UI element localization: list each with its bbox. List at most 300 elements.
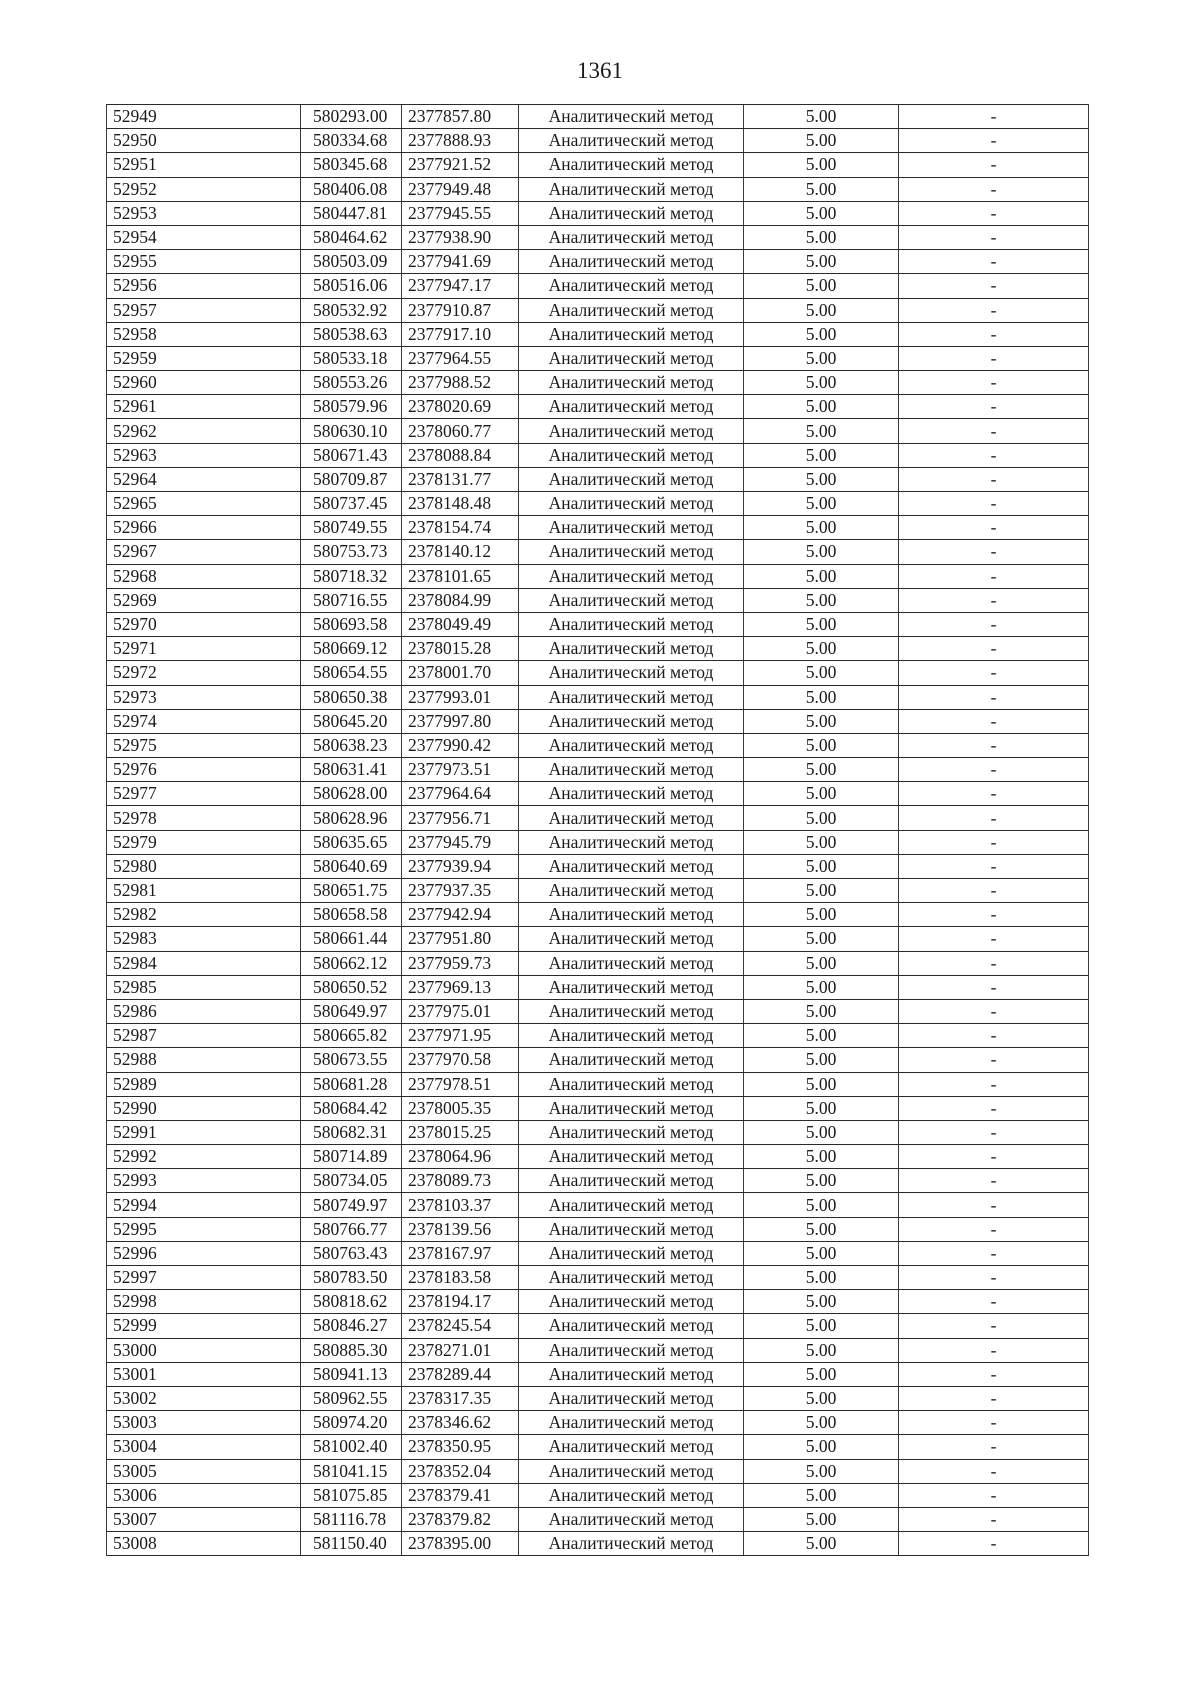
method-cell: Аналитический метод <box>519 1096 744 1120</box>
table-row <box>107 298 1089 322</box>
method-cell: Аналитический метод <box>519 1435 744 1459</box>
accuracy-cell: 5.00 <box>744 1314 899 1338</box>
method-cell: Аналитический метод <box>519 129 744 153</box>
table-row <box>107 1338 1089 1362</box>
x-coordinate-cell: 580818.62 <box>301 1290 402 1314</box>
note-cell: - <box>899 1532 1089 1556</box>
method-cell: Аналитический метод <box>519 758 744 782</box>
table-row <box>107 927 1089 951</box>
point-number-cell: 52964 <box>107 467 301 491</box>
accuracy-cell: 5.00 <box>744 1120 899 1144</box>
table-row <box>107 1290 1089 1314</box>
table-row <box>107 346 1089 370</box>
point-number-cell: 52954 <box>107 225 301 249</box>
note-cell: - <box>899 1459 1089 1483</box>
y-coordinate-cell: 2378049.49 <box>402 612 519 636</box>
page-number: 1361 <box>577 58 623 83</box>
accuracy-cell: 5.00 <box>744 1266 899 1290</box>
accuracy-cell: 5.00 <box>744 1338 899 1362</box>
method-cell: Аналитический метод <box>519 1266 744 1290</box>
method-cell: Аналитический метод <box>519 1145 744 1169</box>
table-row <box>107 999 1089 1023</box>
method-cell: Аналитический метод <box>519 1072 744 1096</box>
x-coordinate-cell: 580293.00 <box>301 105 402 129</box>
note-cell: - <box>899 806 1089 830</box>
point-number-cell: 52984 <box>107 951 301 975</box>
method-cell: Аналитический метод <box>519 201 744 225</box>
table-row <box>107 540 1089 564</box>
x-coordinate-cell: 580737.45 <box>301 492 402 516</box>
note-cell: - <box>899 661 1089 685</box>
table-row <box>107 612 1089 636</box>
note-cell: - <box>899 153 1089 177</box>
x-coordinate-cell: 580538.63 <box>301 322 402 346</box>
y-coordinate-cell: 2377937.35 <box>402 879 519 903</box>
method-cell: Аналитический метод <box>519 346 744 370</box>
point-number-cell: 52972 <box>107 661 301 685</box>
note-cell: - <box>899 1169 1089 1193</box>
table-row <box>107 1241 1089 1265</box>
accuracy-cell: 5.00 <box>744 879 899 903</box>
method-cell: Аналитический метод <box>519 806 744 830</box>
table-row <box>107 1386 1089 1410</box>
accuracy-cell: 5.00 <box>744 322 899 346</box>
method-cell: Аналитический метод <box>519 1411 744 1435</box>
point-number-cell: 53007 <box>107 1507 301 1531</box>
point-number-cell: 53003 <box>107 1411 301 1435</box>
x-coordinate-cell: 580533.18 <box>301 346 402 370</box>
accuracy-cell: 5.00 <box>744 250 899 274</box>
x-coordinate-cell: 580962.55 <box>301 1386 402 1410</box>
note-cell: - <box>899 1411 1089 1435</box>
y-coordinate-cell: 2377990.42 <box>402 733 519 757</box>
accuracy-cell: 5.00 <box>744 1386 899 1410</box>
accuracy-cell: 5.00 <box>744 588 899 612</box>
y-coordinate-cell: 2377949.48 <box>402 177 519 201</box>
accuracy-cell: 5.00 <box>744 395 899 419</box>
method-cell: Аналитический метод <box>519 637 744 661</box>
note-cell: - <box>899 1266 1089 1290</box>
method-cell: Аналитический метод <box>519 1338 744 1362</box>
accuracy-cell: 5.00 <box>744 685 899 709</box>
method-cell: Аналитический метод <box>519 661 744 685</box>
note-cell: - <box>899 975 1089 999</box>
point-number-cell: 52988 <box>107 1048 301 1072</box>
accuracy-cell: 5.00 <box>744 1435 899 1459</box>
x-coordinate-cell: 580718.32 <box>301 564 402 588</box>
accuracy-cell: 5.00 <box>744 153 899 177</box>
table-row <box>107 830 1089 854</box>
accuracy-cell: 5.00 <box>744 177 899 201</box>
y-coordinate-cell: 2378379.41 <box>402 1483 519 1507</box>
note-cell: - <box>899 225 1089 249</box>
note-cell: - <box>899 201 1089 225</box>
x-coordinate-cell: 580661.44 <box>301 927 402 951</box>
accuracy-cell: 5.00 <box>744 1072 899 1096</box>
accuracy-cell: 5.00 <box>744 492 899 516</box>
x-coordinate-cell: 581041.15 <box>301 1459 402 1483</box>
y-coordinate-cell: 2378020.69 <box>402 395 519 419</box>
x-coordinate-cell: 580709.87 <box>301 467 402 491</box>
accuracy-cell: 5.00 <box>744 201 899 225</box>
note-cell: - <box>899 467 1089 491</box>
note-cell: - <box>899 685 1089 709</box>
table-row <box>107 274 1089 298</box>
y-coordinate-cell: 2378131.77 <box>402 467 519 491</box>
point-number-cell: 52991 <box>107 1120 301 1144</box>
y-coordinate-cell: 2377973.51 <box>402 758 519 782</box>
point-number-cell: 52960 <box>107 371 301 395</box>
x-coordinate-cell: 580650.38 <box>301 685 402 709</box>
method-cell: Аналитический метод <box>519 782 744 806</box>
x-coordinate-cell: 580658.58 <box>301 903 402 927</box>
accuracy-cell: 5.00 <box>744 467 899 491</box>
point-number-cell: 52975 <box>107 733 301 757</box>
method-cell: Аналитический метод <box>519 830 744 854</box>
table-row <box>107 758 1089 782</box>
point-number-cell: 52971 <box>107 637 301 661</box>
accuracy-cell: 5.00 <box>744 1532 899 1556</box>
y-coordinate-cell: 2378015.25 <box>402 1120 519 1144</box>
note-cell: - <box>899 177 1089 201</box>
accuracy-cell: 5.00 <box>744 1169 899 1193</box>
method-cell: Аналитический метод <box>519 492 744 516</box>
accuracy-cell: 5.00 <box>744 105 899 129</box>
point-number-cell: 52952 <box>107 177 301 201</box>
y-coordinate-cell: 2377997.80 <box>402 709 519 733</box>
y-coordinate-cell: 2378317.35 <box>402 1386 519 1410</box>
method-cell: Аналитический метод <box>519 371 744 395</box>
accuracy-cell: 5.00 <box>744 806 899 830</box>
method-cell: Аналитический метод <box>519 999 744 1023</box>
point-number-cell: 52979 <box>107 830 301 854</box>
x-coordinate-cell: 580631.41 <box>301 758 402 782</box>
accuracy-cell: 5.00 <box>744 419 899 443</box>
note-cell: - <box>899 1314 1089 1338</box>
y-coordinate-cell: 2378064.96 <box>402 1145 519 1169</box>
x-coordinate-cell: 580553.26 <box>301 371 402 395</box>
x-coordinate-cell: 580749.55 <box>301 516 402 540</box>
table-row <box>107 1411 1089 1435</box>
note-cell: - <box>899 274 1089 298</box>
method-cell: Аналитический метод <box>519 395 744 419</box>
table-row <box>107 516 1089 540</box>
accuracy-cell: 5.00 <box>744 1048 899 1072</box>
point-number-cell: 52996 <box>107 1241 301 1265</box>
point-number-cell: 52995 <box>107 1217 301 1241</box>
x-coordinate-cell: 580628.96 <box>301 806 402 830</box>
y-coordinate-cell: 2377941.69 <box>402 250 519 274</box>
note-cell: - <box>899 1241 1089 1265</box>
x-coordinate-cell: 581116.78 <box>301 1507 402 1531</box>
method-cell: Аналитический метод <box>519 250 744 274</box>
table-row <box>107 250 1089 274</box>
note-cell: - <box>899 1362 1089 1386</box>
table-row <box>107 951 1089 975</box>
x-coordinate-cell: 580640.69 <box>301 854 402 878</box>
accuracy-cell: 5.00 <box>744 830 899 854</box>
point-number-cell: 52950 <box>107 129 301 153</box>
accuracy-cell: 5.00 <box>744 1483 899 1507</box>
y-coordinate-cell: 2377921.52 <box>402 153 519 177</box>
table-row <box>107 1072 1089 1096</box>
y-coordinate-cell: 2378140.12 <box>402 540 519 564</box>
x-coordinate-cell: 580630.10 <box>301 419 402 443</box>
table-row <box>107 177 1089 201</box>
x-coordinate-cell: 580516.06 <box>301 274 402 298</box>
table-row <box>107 1169 1089 1193</box>
point-number-cell: 53000 <box>107 1338 301 1362</box>
y-coordinate-cell: 2378060.77 <box>402 419 519 443</box>
table-row <box>107 685 1089 709</box>
table-row <box>107 1266 1089 1290</box>
coordinates-table-body <box>107 105 1089 1556</box>
y-coordinate-cell: 2378103.37 <box>402 1193 519 1217</box>
note-cell: - <box>899 637 1089 661</box>
table-row <box>107 1483 1089 1507</box>
point-number-cell: 52976 <box>107 758 301 782</box>
note-cell: - <box>899 1483 1089 1507</box>
point-number-cell: 52953 <box>107 201 301 225</box>
y-coordinate-cell: 2378167.97 <box>402 1241 519 1265</box>
note-cell: - <box>899 927 1089 951</box>
table-row <box>107 1193 1089 1217</box>
note-cell: - <box>899 1072 1089 1096</box>
accuracy-cell: 5.00 <box>744 709 899 733</box>
point-number-cell: 52966 <box>107 516 301 540</box>
method-cell: Аналитический метод <box>519 1120 744 1144</box>
x-coordinate-cell: 580651.75 <box>301 879 402 903</box>
point-number-cell: 52987 <box>107 1024 301 1048</box>
accuracy-cell: 5.00 <box>744 540 899 564</box>
y-coordinate-cell: 2378015.28 <box>402 637 519 661</box>
accuracy-cell: 5.00 <box>744 999 899 1023</box>
note-cell: - <box>899 516 1089 540</box>
point-number-cell: 52955 <box>107 250 301 274</box>
point-number-cell: 52963 <box>107 443 301 467</box>
note-cell: - <box>899 830 1089 854</box>
accuracy-cell: 5.00 <box>744 564 899 588</box>
point-number-cell: 52983 <box>107 927 301 951</box>
method-cell: Аналитический метод <box>519 733 744 757</box>
note-cell: - <box>899 612 1089 636</box>
x-coordinate-cell: 580649.97 <box>301 999 402 1023</box>
table-row <box>107 153 1089 177</box>
table-row <box>107 1048 1089 1072</box>
accuracy-cell: 5.00 <box>744 951 899 975</box>
note-cell: - <box>899 758 1089 782</box>
note-cell: - <box>899 540 1089 564</box>
accuracy-cell: 5.00 <box>744 1459 899 1483</box>
table-row <box>107 1217 1089 1241</box>
method-cell: Аналитический метод <box>519 1169 744 1193</box>
note-cell: - <box>899 1024 1089 1048</box>
method-cell: Аналитический метод <box>519 879 744 903</box>
x-coordinate-cell: 580766.77 <box>301 1217 402 1241</box>
method-cell: Аналитический метод <box>519 685 744 709</box>
x-coordinate-cell: 581150.40 <box>301 1532 402 1556</box>
y-coordinate-cell: 2377938.90 <box>402 225 519 249</box>
x-coordinate-cell: 580716.55 <box>301 588 402 612</box>
x-coordinate-cell: 580532.92 <box>301 298 402 322</box>
accuracy-cell: 5.00 <box>744 758 899 782</box>
table-row <box>107 105 1089 129</box>
method-cell: Аналитический метод <box>519 927 744 951</box>
y-coordinate-cell: 2378139.56 <box>402 1217 519 1241</box>
x-coordinate-cell: 580684.42 <box>301 1096 402 1120</box>
x-coordinate-cell: 580885.30 <box>301 1338 402 1362</box>
point-number-cell: 52980 <box>107 854 301 878</box>
note-cell: - <box>899 951 1089 975</box>
point-number-cell: 52958 <box>107 322 301 346</box>
accuracy-cell: 5.00 <box>744 1145 899 1169</box>
x-coordinate-cell: 580714.89 <box>301 1145 402 1169</box>
accuracy-cell: 5.00 <box>744 298 899 322</box>
point-number-cell: 52969 <box>107 588 301 612</box>
note-cell: - <box>899 1096 1089 1120</box>
method-cell: Аналитический метод <box>519 951 744 975</box>
accuracy-cell: 5.00 <box>744 346 899 370</box>
table-row <box>107 443 1089 467</box>
y-coordinate-cell: 2377975.01 <box>402 999 519 1023</box>
point-number-cell: 52970 <box>107 612 301 636</box>
x-coordinate-cell: 580681.28 <box>301 1072 402 1096</box>
y-coordinate-cell: 2378271.01 <box>402 1338 519 1362</box>
method-cell: Аналитический метод <box>519 1048 744 1072</box>
y-coordinate-cell: 2377970.58 <box>402 1048 519 1072</box>
table-row <box>107 1362 1089 1386</box>
y-coordinate-cell: 2378101.65 <box>402 564 519 588</box>
note-cell: - <box>899 854 1089 878</box>
method-cell: Аналитический метод <box>519 105 744 129</box>
note-cell: - <box>899 709 1089 733</box>
x-coordinate-cell: 580941.13 <box>301 1362 402 1386</box>
note-cell: - <box>899 1217 1089 1241</box>
method-cell: Аналитический метод <box>519 1386 744 1410</box>
table-row <box>107 1096 1089 1120</box>
y-coordinate-cell: 2377888.93 <box>402 129 519 153</box>
y-coordinate-cell: 2377993.01 <box>402 685 519 709</box>
point-number-cell: 53001 <box>107 1362 301 1386</box>
method-cell: Аналитический метод <box>519 225 744 249</box>
method-cell: Аналитический метод <box>519 274 744 298</box>
y-coordinate-cell: 2377956.71 <box>402 806 519 830</box>
note-cell: - <box>899 1145 1089 1169</box>
note-cell: - <box>899 443 1089 467</box>
table-row <box>107 492 1089 516</box>
point-number-cell: 52956 <box>107 274 301 298</box>
x-coordinate-cell: 580345.68 <box>301 153 402 177</box>
method-cell: Аналитический метод <box>519 1532 744 1556</box>
x-coordinate-cell: 581002.40 <box>301 1435 402 1459</box>
accuracy-cell: 5.00 <box>744 661 899 685</box>
point-number-cell: 52982 <box>107 903 301 927</box>
method-cell: Аналитический метод <box>519 854 744 878</box>
y-coordinate-cell: 2378001.70 <box>402 661 519 685</box>
table-row <box>107 661 1089 685</box>
table-row <box>107 1145 1089 1169</box>
accuracy-cell: 5.00 <box>744 612 899 636</box>
point-number-cell: 53004 <box>107 1435 301 1459</box>
accuracy-cell: 5.00 <box>744 225 899 249</box>
x-coordinate-cell: 580447.81 <box>301 201 402 225</box>
y-coordinate-cell: 2378084.99 <box>402 588 519 612</box>
y-coordinate-cell: 2377959.73 <box>402 951 519 975</box>
point-number-cell: 53006 <box>107 1483 301 1507</box>
method-cell: Аналитический метод <box>519 1217 744 1241</box>
method-cell: Аналитический метод <box>519 903 744 927</box>
accuracy-cell: 5.00 <box>744 1241 899 1265</box>
x-coordinate-cell: 580334.68 <box>301 129 402 153</box>
y-coordinate-cell: 2377942.94 <box>402 903 519 927</box>
point-number-cell: 52974 <box>107 709 301 733</box>
method-cell: Аналитический метод <box>519 564 744 588</box>
method-cell: Аналитический метод <box>519 322 744 346</box>
note-cell: - <box>899 564 1089 588</box>
accuracy-cell: 5.00 <box>744 516 899 540</box>
accuracy-cell: 5.00 <box>744 782 899 806</box>
point-number-cell: 53008 <box>107 1532 301 1556</box>
point-number-cell: 52959 <box>107 346 301 370</box>
method-cell: Аналитический метод <box>519 612 744 636</box>
y-coordinate-cell: 2378005.35 <box>402 1096 519 1120</box>
y-coordinate-cell: 2377917.10 <box>402 322 519 346</box>
point-number-cell: 52993 <box>107 1169 301 1193</box>
point-number-cell: 52989 <box>107 1072 301 1096</box>
y-coordinate-cell: 2377964.55 <box>402 346 519 370</box>
y-coordinate-cell: 2378089.73 <box>402 1169 519 1193</box>
y-coordinate-cell: 2377988.52 <box>402 371 519 395</box>
y-coordinate-cell: 2377964.64 <box>402 782 519 806</box>
table-row <box>107 1507 1089 1531</box>
method-cell: Аналитический метод <box>519 1362 744 1386</box>
table-row <box>107 225 1089 249</box>
x-coordinate-cell: 580682.31 <box>301 1120 402 1144</box>
y-coordinate-cell: 2378088.84 <box>402 443 519 467</box>
point-number-cell: 52973 <box>107 685 301 709</box>
point-number-cell: 52977 <box>107 782 301 806</box>
method-cell: Аналитический метод <box>519 467 744 491</box>
y-coordinate-cell: 2378350.95 <box>402 1435 519 1459</box>
table-row <box>107 709 1089 733</box>
y-coordinate-cell: 2378148.48 <box>402 492 519 516</box>
note-cell: - <box>899 1507 1089 1531</box>
table-row <box>107 419 1089 443</box>
table-row <box>107 564 1089 588</box>
point-number-cell: 52968 <box>107 564 301 588</box>
y-coordinate-cell: 2377951.80 <box>402 927 519 951</box>
table-row <box>107 1024 1089 1048</box>
table-row <box>107 1314 1089 1338</box>
y-coordinate-cell: 2378183.58 <box>402 1266 519 1290</box>
point-number-cell: 52992 <box>107 1145 301 1169</box>
note-cell: - <box>899 298 1089 322</box>
point-number-cell: 52962 <box>107 419 301 443</box>
method-cell: Аналитический метод <box>519 709 744 733</box>
point-number-cell: 52957 <box>107 298 301 322</box>
note-cell: - <box>899 250 1089 274</box>
point-number-cell: 52999 <box>107 1314 301 1338</box>
x-coordinate-cell: 580753.73 <box>301 540 402 564</box>
x-coordinate-cell: 580645.20 <box>301 709 402 733</box>
point-number-cell: 52961 <box>107 395 301 419</box>
method-cell: Аналитический метод <box>519 177 744 201</box>
y-coordinate-cell: 2377857.80 <box>402 105 519 129</box>
y-coordinate-cell: 2377939.94 <box>402 854 519 878</box>
coordinates-table <box>106 104 1089 1556</box>
y-coordinate-cell: 2378289.44 <box>402 1362 519 1386</box>
table-row <box>107 1459 1089 1483</box>
